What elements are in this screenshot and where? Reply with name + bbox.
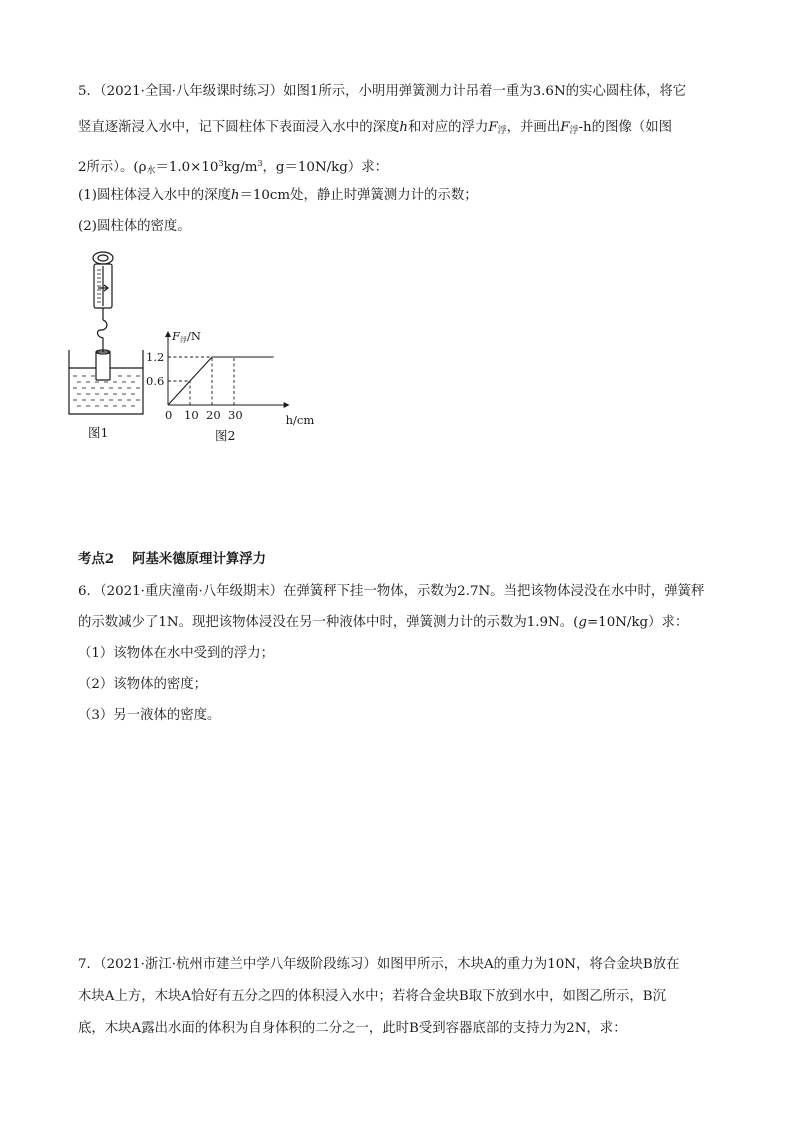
- x-tick-label: 10: [184, 408, 199, 422]
- fig1-spring-scale-apparatus: [69, 252, 143, 414]
- x-tick-label: 30: [228, 408, 243, 422]
- y-tick-label: 1.2: [146, 350, 165, 364]
- q5-line-1: 5．（2021·全国·八年级课时练习）如图1所示，小明用弹簧测力计吊着一重为3.6N的实心圆柱体，将它: [78, 84, 687, 99]
- q6-item-1: （1）该物体在水中受到的浮力；: [78, 646, 274, 661]
- q6-line-2: 的示数减少了1N。现把该物体浸没在另一种液体中时，弹簧测力计的示数为1.9N。(g=10N/kg）求：: [78, 615, 689, 630]
- scale-ticks: [97, 270, 101, 302]
- fig1-caption: 图1: [88, 425, 109, 440]
- scale-ring-inner: [98, 255, 108, 261]
- y-tick-label: 0.6: [146, 374, 165, 388]
- x-tick-label: 0: [165, 408, 173, 422]
- q7-line-1: 7．（2021·浙江·杭州市建兰中学八年级阶段练习）如图甲所示，木块A的重力为10N，将合金块B放在: [78, 957, 680, 972]
- y-axis-arrow-icon: [165, 331, 171, 337]
- q7-line-3: 底，木块A露出水面的体积为自身体积的二分之一，此时B受到容器底部的支持力为2N，求：: [78, 1021, 627, 1036]
- q5-figures: [0, 0, 794, 460]
- q5-line-2: 竖直逐渐浸入水中，记下圆柱体下表面浸入水中的深度h和对应的浮力$F_浮$，并画出$F_浮-h$的图像（如图: [78, 120, 673, 136]
- q5-item-2: (2)圆柱体的密度。: [78, 219, 191, 234]
- x-axis-arrow-icon: [284, 402, 290, 408]
- q5-item-1: (1)圆柱体浸入水中的深度h＝10cm处，静止时弹簧测力计的示数；: [78, 188, 478, 203]
- x-axis-label: h/cm: [285, 413, 315, 427]
- fig2-chart: [146, 329, 314, 427]
- section-heading: 考点2 阿基米德原理计算浮力: [78, 551, 267, 567]
- q6-item-3: （3）另一液体的密度。: [78, 708, 221, 723]
- x-tick-label: 20: [206, 408, 221, 422]
- series-line: [168, 357, 274, 405]
- q6-line-1: 6．（2021·重庆潼南·八年级期末）在弹簧秤下挂一物体，示数为2.7N。当把该物体浸没在水中时，弹簧秤: [78, 584, 705, 599]
- scale-ring-icon: [93, 252, 113, 264]
- q7-line-2: 木块A上方，木块A恰好有五分之四的体积浸入水中；若将合金块B取下放到水中，如图乙所示，B沉: [78, 989, 667, 1004]
- scale-hook-icon: [97, 320, 106, 352]
- fig2-caption: 图2: [215, 428, 236, 443]
- cylinder: [96, 352, 110, 380]
- q5-line-3: 2所示）。($\rho_水=1.0\times 10^3kg/m^3$，g＝10N/kg）求：: [78, 159, 389, 176]
- q6-item-2: （2）该物体的密度；: [78, 677, 208, 692]
- y-axis-label: F浮/N: [172, 329, 201, 344]
